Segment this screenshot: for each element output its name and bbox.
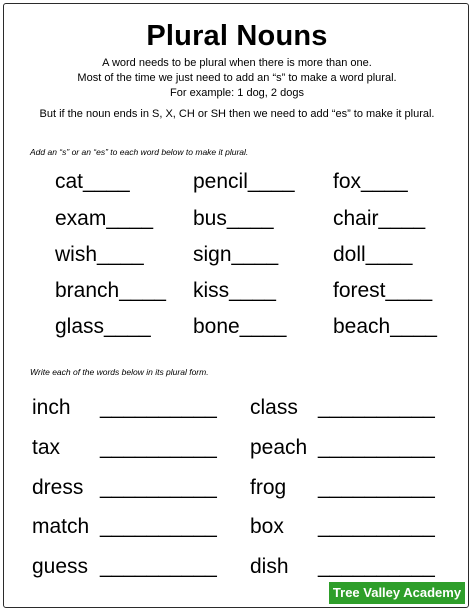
plural-word: dish [250,555,289,578]
answer-blank[interactable]: __________ [318,555,435,578]
intro-line-1: A word needs to be plural when there is more than one. [102,57,372,69]
page-title: Plural Nouns [146,20,328,52]
plural-word: dress [32,476,84,499]
plural-word: inch [32,396,71,419]
exercise-word: chair____ [333,207,426,230]
plural-word: guess [32,555,89,578]
intro-line-3: For example: 1 dog, 2 dogs [170,87,304,99]
exercise-word: kiss____ [193,279,276,302]
exercise-word: exam____ [55,207,154,230]
answer-blank[interactable]: __________ [318,515,435,538]
exercise-word: forest____ [333,279,433,302]
answer-blank[interactable]: __________ [100,555,217,578]
plural-word: match [32,515,90,538]
rule-line: But if the noun ends in S, X, CH or SH then we need to add “es” to make it plural. [39,108,435,120]
footer-brand-badge: Tree Valley Academy [329,582,465,604]
section1-instruction: Add an “s” or an “es” to each word below to make it plural. [30,147,249,157]
exercise-word: sign____ [193,243,279,266]
exercise-word: glass____ [55,315,151,338]
exercise-word: doll____ [333,243,413,266]
intro-line-2: Most of the time we just need to add an “s” to make a word plural. [77,72,397,84]
exercise-word: beach____ [333,315,437,338]
exercise-word: fox____ [333,170,408,193]
answer-blank[interactable]: __________ [100,396,217,419]
answer-blank[interactable]: __________ [318,436,435,459]
exercise-word: branch____ [55,279,166,302]
plural-word: box [250,515,284,538]
answer-blank[interactable]: __________ [100,515,217,538]
section2-instruction: Write each of the words below in its plural form. [30,367,209,377]
answer-blank[interactable]: __________ [318,396,435,419]
answer-blank[interactable]: __________ [100,476,217,499]
plural-word: tax [32,436,61,459]
answer-blank[interactable]: __________ [100,436,217,459]
plural-word: peach [250,436,308,459]
plural-word: class [250,396,298,419]
answer-blank[interactable]: __________ [318,476,435,499]
exercise-word: cat____ [55,170,130,193]
exercise-word: bone____ [193,315,287,338]
plural-word: frog [250,476,287,499]
exercise-word: wish____ [55,243,144,266]
exercise-word: bus____ [193,207,274,230]
exercise-word: pencil____ [193,170,295,193]
